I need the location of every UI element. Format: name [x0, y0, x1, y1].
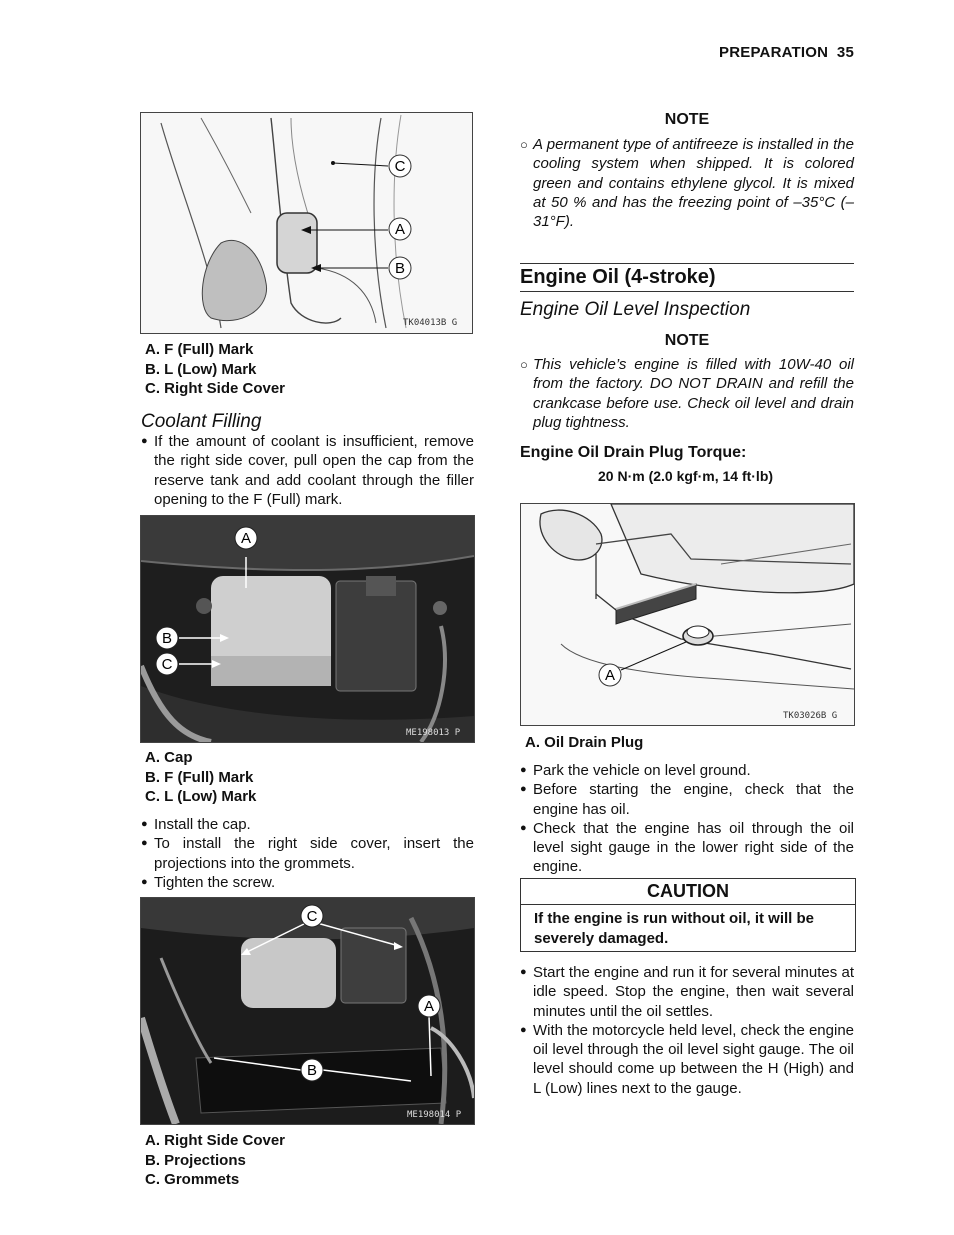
figure3-code: ME198014 P	[407, 1110, 462, 1120]
bullet-icon: ●	[520, 783, 527, 796]
oil-check-steps	[520, 761, 854, 877]
oil-level-steps	[520, 963, 854, 1098]
coolant-filling-heading: Coolant Filling	[141, 411, 262, 432]
figure1-label-b: B	[394, 260, 406, 277]
figure-right-side-cover-photo	[140, 897, 475, 1125]
caution-text: If the engine is run without oil, it will be severely damaged.	[534, 910, 814, 947]
figure1-code: TK04013B G	[403, 318, 458, 328]
figure2-caption-a: A. Cap	[145, 749, 193, 766]
caution-box	[520, 878, 856, 952]
figure1-label-c: C	[394, 158, 406, 175]
figure-reserve-tank-photo	[140, 515, 475, 743]
antifreeze-note: ○ A permanent type of antifreeze is installed in the cooling system when shipped. It is colored green and contains ethylene glycol. It is mixed at 50 % and has the freezing point of –35°C (– 31°F).	[520, 136, 854, 231]
oil-drain-plug-illustration	[521, 504, 854, 725]
figure3-label-a: A	[423, 998, 435, 1015]
figure2-code: ME198013 P	[406, 728, 461, 738]
bullet-icon: ●	[141, 875, 148, 888]
engine-oil-subheading: Engine Oil Level Inspection	[520, 299, 751, 320]
caution-heading: CAUTION	[521, 879, 855, 905]
note-marker-icon: ○	[520, 137, 528, 152]
figure3-caption-c: C. Grommets	[145, 1171, 240, 1188]
figure1-caption-b: B. L (Low) Mark	[145, 360, 257, 378]
list-item: ● Park the vehicle on level ground.	[520, 762, 751, 779]
figure4-label-a: A	[604, 667, 616, 684]
note-heading: NOTE	[664, 332, 710, 349]
bullet-icon: ●	[520, 821, 527, 834]
figure1-captions	[145, 340, 285, 399]
header-section: PREPARATION	[719, 44, 829, 61]
bullet-icon: ●	[141, 435, 148, 447]
figure3-label-c: C	[306, 908, 318, 925]
figure-oil-drain-plug	[520, 503, 855, 726]
figure1-label-a: A	[394, 221, 406, 238]
list-item: ● With the motorcycle held level, check the engine oil level through the oil level sight gauge. The oil level should come up between the H (High) and L (Low) lines next to the gauge.	[520, 1021, 854, 1097]
factory-oil-note: ○ This vehicle’s engine is filled with 10W-40 oil from the factory. DO NOT DRAIN and refill the crankcase before use. Check oil level and drain plug tightness.	[520, 356, 854, 431]
figure4-code: TK03026B G	[783, 711, 838, 721]
list-item: ● Install the cap.	[141, 816, 251, 833]
page-number: 35	[836, 44, 854, 61]
figure2-label-b: B	[161, 630, 173, 647]
bullet-icon: ●	[520, 1023, 527, 1036]
right-side-cover-photo	[141, 898, 474, 1124]
figure1-caption-a: A. F (Full) Mark	[145, 341, 254, 358]
list-item: ● Before starting the engine, check that the engine has oil.	[520, 781, 854, 818]
figure2-label-c: C	[161, 656, 173, 673]
reserve-tank-illustration	[141, 113, 472, 333]
torque-heading: Engine Oil Drain Plug Torque:	[520, 444, 747, 461]
figure4-caption-a: A. Oil Drain Plug	[525, 734, 644, 751]
bullet-icon: ●	[520, 966, 527, 978]
coolant-filling-instructions	[141, 432, 474, 509]
figure3-captions	[145, 1131, 285, 1190]
list-item: ● To install the right side cover, insert the projections into the grommets.	[141, 835, 474, 872]
torque-value: 20 N·m (2.0 kgf·m, 14 ft·lb)	[598, 468, 774, 484]
figure2-caption-c: C. L (Low) Mark	[145, 788, 257, 805]
figure3-caption-a: A. Right Side Cover	[145, 1132, 286, 1149]
list-item: ● If the amount of coolant is insufficient, remove the right side cover, pull open the cap from the reserve tank and add coolant through the filler opening to the F (Full) mark.	[141, 433, 474, 508]
list-item: ● Start the engine and run it for several minutes at idle speed. Stop the engine, then wait several minutes until the oil settles.	[520, 964, 854, 1020]
list-item: ● Tighten the screw.	[141, 873, 276, 891]
figure3-caption-b: B. Projections	[145, 1151, 246, 1169]
figure-coolant-reserve-tank	[140, 112, 473, 334]
list-item: ● Check that the engine has oil through the oil level sight gauge in the lower right side of the engine.	[520, 819, 854, 876]
figure1-caption-c: C. Right Side Cover	[145, 380, 286, 397]
figure3-label-b: B	[306, 1062, 318, 1079]
bullet-icon: ●	[141, 837, 148, 850]
figure2-caption-b: B. F (Full) Mark	[145, 768, 254, 786]
figure2-label-a: A	[240, 530, 252, 547]
figure2-captions	[145, 748, 256, 807]
page-header	[719, 44, 854, 61]
note-heading: NOTE	[664, 111, 710, 128]
figure4-captions	[525, 733, 643, 753]
cover-install-steps	[141, 815, 474, 892]
bullet-icon: ●	[141, 818, 148, 830]
bullet-icon: ●	[520, 764, 527, 776]
section-title: Engine Oil (4-stroke)	[520, 263, 854, 292]
reserve-tank-photo	[141, 516, 474, 742]
note-marker-icon: ○	[520, 357, 528, 372]
